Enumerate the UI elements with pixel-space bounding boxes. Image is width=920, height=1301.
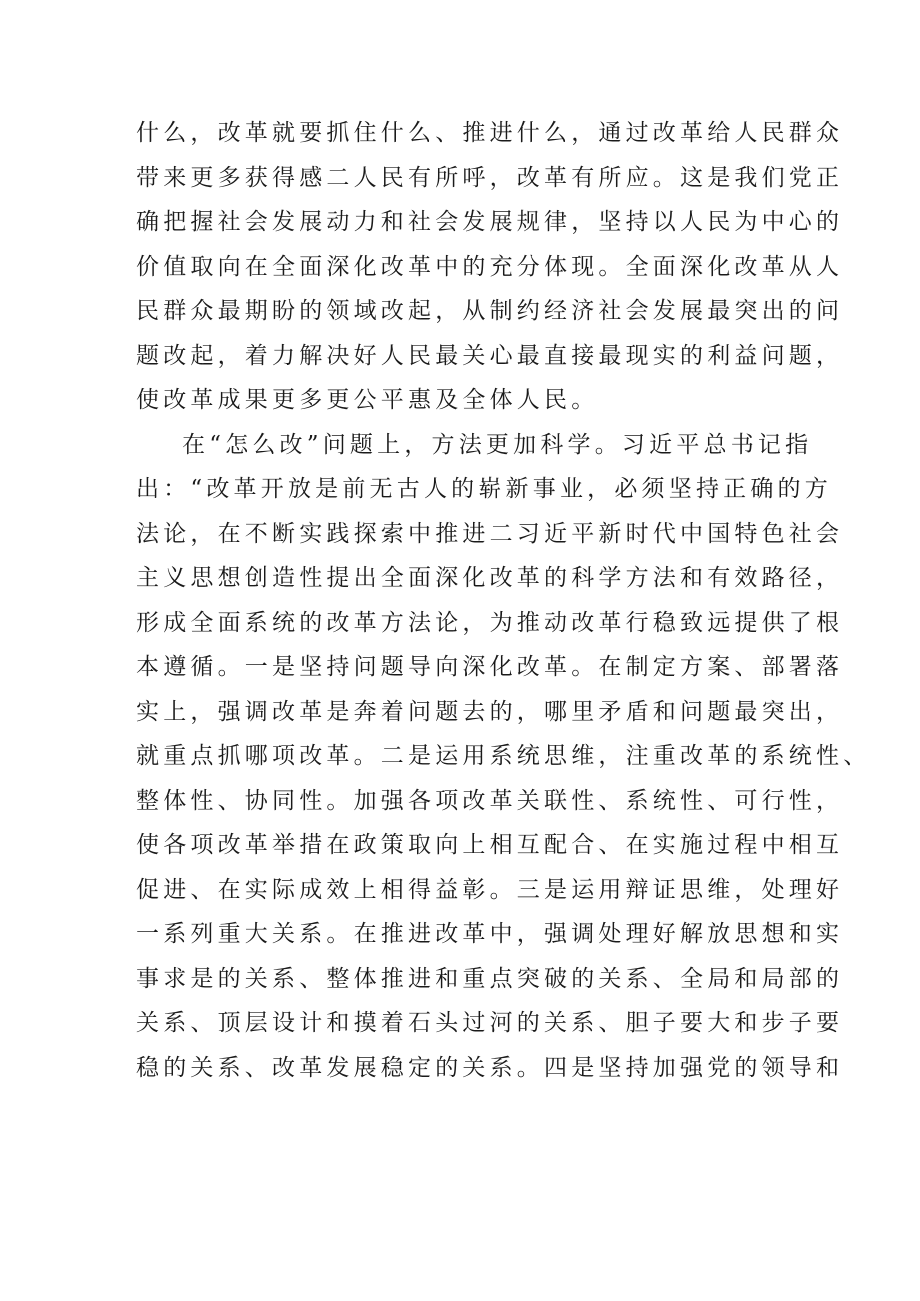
text-line: 什么，改革就要抓住什么、推进什么，通过改革给人民群众 bbox=[136, 120, 844, 146]
text-line: 民群众最期盼的领域改起，从制约经济社会发展最突出的问 bbox=[136, 298, 844, 324]
text-line: 出：“改革开放是前无古人的崭新事业，必须坚持正确的方 bbox=[136, 476, 832, 502]
text-line: 价值取向在全面深化改革中的充分体现。全面深化改革从人 bbox=[136, 253, 844, 280]
text-line: 关系、顶层设计和摸着石头过河的关系、胆子要大和步子要 bbox=[136, 1010, 844, 1036]
text-line: 题改起，着力解决好人民最关心最直接最现实的利益问题， bbox=[136, 342, 844, 369]
text-line: 主义思想创造性提出全面深化改革的科学方法和有效路径， bbox=[136, 565, 844, 591]
text-line: 就重点抓哪项改革。二是运用系统思维，注重改革的系统性、 bbox=[136, 743, 871, 769]
text-line: 使各项改革举措在政策取向上相互配合、在实施过程中相互 bbox=[136, 832, 844, 858]
text-line: 使改革成果更多更公平惠及全体人民。 bbox=[136, 387, 599, 413]
text-line: 本遵循。一是坚持问题导向深化改革。在制定方案、部署落 bbox=[136, 654, 844, 680]
text-line: 稳的关系、改革发展稳定的关系。四是坚持加强党的领导和 bbox=[136, 1054, 844, 1081]
text-line: 法论，在不断实践探索中推进二习近平新时代中国特色社会 bbox=[136, 520, 844, 547]
text-line-paragraph-start: 在“怎么改”问题上，方法更加科学。习近平总书记指 bbox=[182, 431, 813, 458]
text-line: 事求是的关系、整体推进和重点突破的关系、全局和局部的 bbox=[136, 965, 844, 992]
text-line: 实上，强调改革是奔着问题去的，哪里矛盾和问题最突出， bbox=[136, 698, 844, 725]
text-line: 带来更多获得感二人民有所呼，改革有所应。这是我们党正 bbox=[136, 164, 844, 191]
text-line: 形成全面系统的改革方法论，为推动改革行稳致远提供了根 bbox=[136, 609, 844, 636]
text-line: 整体性、协同性。加强各项改革关联性、系统性、可行性， bbox=[136, 787, 844, 814]
text-line: 确把握社会发展动力和社会发展规律，坚持以人民为中心的 bbox=[136, 209, 844, 235]
body-text bbox=[136, 111, 871, 1090]
text-line: 一系列重大关系。在推进改革中，强调处理好解放思想和实 bbox=[136, 921, 844, 947]
text-line: 促进、在实际成效上相得益彰。三是运用辩证思维，处理好 bbox=[136, 876, 844, 903]
